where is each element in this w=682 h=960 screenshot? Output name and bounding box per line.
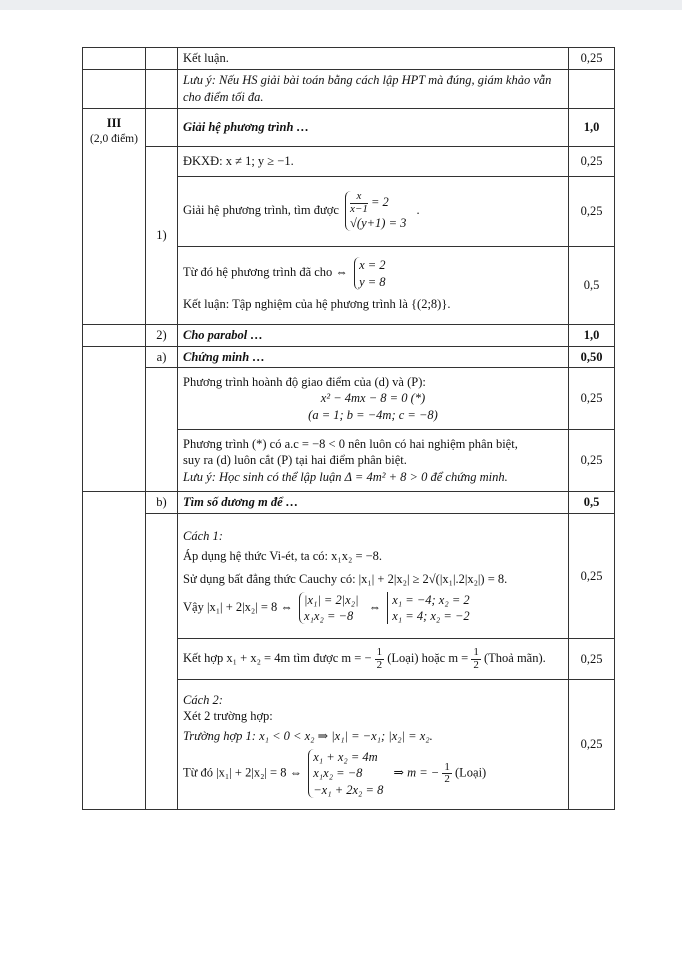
m1-score: 0,25 — [569, 514, 615, 639]
m2-from: Từ đó |x₁| + 2|x₂| = 8 ⇔ — [183, 765, 303, 780]
q2a2-text2: suy ra (d) luôn cắt (P) tại hai điểm phân biệt. — [183, 453, 407, 468]
row-conclusion — [83, 48, 615, 70]
q1-cell: Giải hệ phương trình, tìm được $\frac{x}{x-1}$ = 2 √(y+1) = 3 . — [178, 176, 569, 246]
q2b-title: Tìm số dương m để … — [178, 492, 569, 514]
m1-system: |x₁| = 2|x₂| x₁x₂ = −8 — [299, 592, 362, 625]
part3-score: 1,0 — [569, 108, 615, 146]
q2a-title: Chứng minh … — [178, 346, 569, 368]
m1-alternatives: x₁ = −4; x₂ = 2 x₁ = 4; x₂ = −2 — [387, 592, 473, 625]
m1b-cell: Kết hợp x₁ + x₂ = 4m tìm được m = − $\frac{1}{2}$ (Loại) hoặc m = $\frac{1}{2}$ (Thoả mãn). — [178, 639, 569, 680]
q1b-conclusion: Kết luận: Tập nghiệm của hệ phương trình là {(2;8)}. — [183, 296, 451, 311]
m1-cell: Cách 1: Áp dụng hệ thức Vi-ét, ta có: x₁x₂ = −8. Sử dụng bất đẳng thức Cauchy có: |x₁| + 2|x₂| ≥ 2√(|x₁|.2|x₂|) = 8. Vậy |x₁| + 2|x₂| = 8 ⇔ |x₁| = 2|x₂| x₁x₂ = −8 ⇔ x₁ = −4; x₂ = 2 x₁ = 4; x₂ = −2 — [178, 514, 569, 639]
q2b-score: 0,5 — [569, 492, 615, 514]
q2a2-note: Lưu ý: Học sinh có thể lập luận Δ = 4m² + 8 > 0 để chứng minh. — [183, 470, 508, 485]
part3-title: Giải hệ phương trình … — [178, 108, 569, 146]
m1-title: Cách 1: — [183, 529, 223, 544]
row-method1 — [83, 514, 615, 639]
m2-title: Cách 2: — [183, 692, 223, 707]
m1b-text: Kết hợp x₁ + x₂ = 4m tìm được m = − — [183, 651, 372, 666]
m2-fraction: $\frac{1}{2}$ — [444, 760, 450, 786]
q1-system: $\frac{x}{x-1}$ = 2 √(y+1) = 3 — [345, 191, 410, 231]
q2a2-score: 0,25 — [569, 430, 615, 492]
row-q2a-1 — [83, 368, 615, 430]
conclusion-score: 0,25 — [569, 48, 615, 70]
note-text: Lưu ý: Nếu HS giải bài toán bằng cách lập HPT mà đúng, giám khảo vẫn cho điểm tối đa. — [178, 69, 569, 108]
q1b-cell — [178, 246, 569, 324]
row-q2 — [83, 324, 615, 346]
q1-num-cell — [146, 146, 178, 324]
q2b-num: b) — [146, 492, 178, 514]
q2a2-cell — [178, 430, 569, 492]
q2a1-score: 0,25 — [569, 368, 615, 430]
m1-vay: Vậy |x₁| + 2|x₂| = 8 ⇔ — [183, 599, 293, 614]
q2a1-coef: (a = 1; b = −4m; c = −8) — [308, 408, 438, 423]
row-q2b — [83, 492, 615, 514]
q1b-text: Từ đó hệ phương trình đã cho ⇔ — [183, 265, 348, 280]
m1b-score: 0,25 — [569, 639, 615, 680]
q2a1-text: Phương trình hoành độ giao điểm của (d) và (P): — [183, 374, 426, 389]
q1-num: 1) — [156, 227, 167, 242]
q2-title: Cho parabol … — [178, 324, 569, 346]
row-note — [83, 69, 615, 108]
part3-cell — [83, 108, 146, 324]
dkxd-score: 0,25 — [569, 146, 615, 176]
row-q2a — [83, 346, 615, 368]
q1-text: Giải hệ phương trình, tìm được — [183, 203, 339, 217]
browser-top-strip — [0, 0, 682, 10]
row-dkxd — [83, 146, 615, 176]
m1-vieta: Áp dụng hệ thức Vi-ét, ta có: x₁x₂ = −8. — [183, 549, 383, 564]
q2a1-cell — [178, 368, 569, 430]
part3-points: (2,0 điểm) — [90, 132, 138, 145]
m2-system: x₁ + x₂ = 4m x₁x₂ = −8 −x₁ + 2x₂ = 8 — [308, 749, 387, 798]
m1-cauchy: Sử dụng bất đẳng thức Cauchy có: |x₁| + 2|x₂| ≥ 2√(|x₁|.2|x₂|) = 8. — [183, 571, 508, 586]
m2-case1: Trường hợp 1: x₁ < 0 < x₂ ⇒ |x₁| = −x₁; |x₂| = x₂. — [183, 729, 433, 744]
part3-label: III — [106, 115, 122, 130]
q2-num: 2) — [146, 324, 178, 346]
q1-score: 0,25 — [569, 176, 615, 246]
q1b-system: x = 2 y = 8 — [354, 257, 389, 290]
m2-cases: Xét 2 trường hợp: — [183, 709, 273, 724]
row-part3 — [83, 108, 615, 146]
q1b-score: 0,5 — [569, 246, 615, 324]
q1-fraction: $\frac{x}{x-1}$ — [350, 189, 368, 215]
m1b-fraction-1: $\frac{1}{2}$ — [376, 646, 383, 671]
conclusion-text: Kết luận. — [178, 48, 569, 70]
m2-score: 0,25 — [569, 680, 615, 810]
grading-table — [82, 47, 615, 810]
q2a-num: a) — [146, 346, 178, 368]
m1b-fraction-2: $\frac{1}{2}$ — [473, 646, 479, 671]
q2a1-eq: x² − 4mx − 8 = 0 (*) — [320, 391, 426, 406]
q2a-score: 0,50 — [569, 346, 615, 368]
dkxd-text: ĐKXĐ: x ≠ 1; y ≥ −1. — [178, 146, 569, 176]
q2a2-text1: Phương trình (*) có a.c = −8 < 0 nên luôn có hai nghiệm phân biệt, — [183, 436, 518, 451]
q2-score: 1,0 — [569, 324, 615, 346]
m2-cell: Cách 2: Xét 2 trường hợp: Trường hợp 1: x₁ < 0 < x₂ ⇒ |x₁| = −x₁; |x₂| = x₂. Từ đó |x₁| + 2|x₂| = 8 ⇔ x₁ + x₂ = 4m x₁x₂ = −8 −x₁ + 2x₂ = 8 ⇒ m = − $\frac{1}{2}$ (Loại) — [178, 680, 569, 810]
q1-eq2: √(y+1) = 3 — [350, 216, 407, 231]
